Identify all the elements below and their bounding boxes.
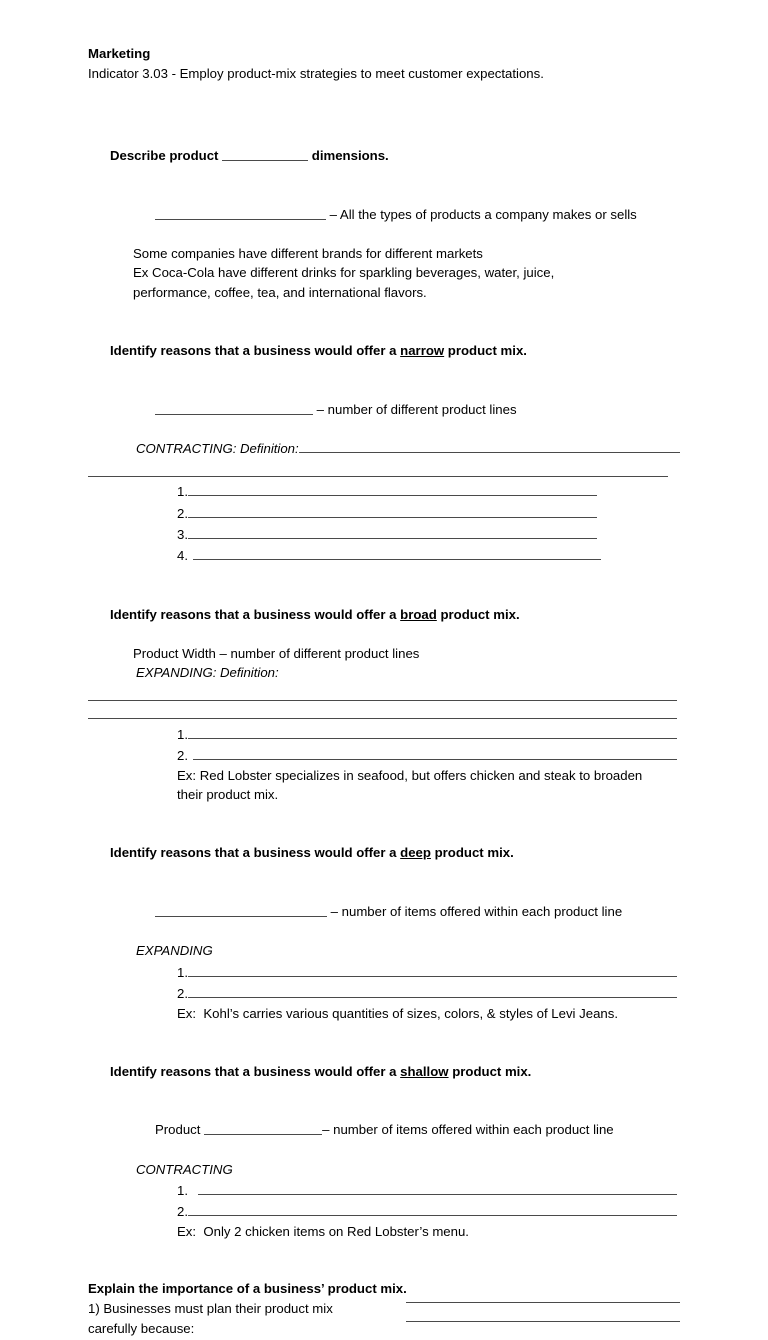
broad-item-1 — [177, 723, 677, 744]
deep-example-line: Ex: Kohl’s carries various quantities of sizes, colors, & styles of Levi Jeans. — [177, 1005, 618, 1021]
deep-item-2 — [177, 982, 677, 1003]
narrow-heading — [88, 322, 680, 381]
deep-heading — [88, 824, 680, 883]
narrow-item-2-number: 2. — [177, 505, 188, 521]
deep-item-2-blank[interactable] — [188, 982, 677, 998]
narrow-item-1 — [177, 481, 597, 502]
deep-definition-tail: – number of items offered within each product line — [326, 904, 623, 920]
deep-heading-keyword: deep — [400, 845, 431, 861]
deep-definition-blank[interactable] — [155, 904, 327, 918]
spacer — [88, 1241, 680, 1270]
spacer — [88, 459, 680, 476]
narrow-item-3-blank[interactable] — [188, 523, 597, 539]
explain-prompt — [88, 1299, 406, 1338]
broad-item-1-number: 1. — [177, 726, 188, 742]
broad-heading-before: Identify reasons that a business would offer a — [109, 606, 401, 622]
explain-answer-lines — [406, 1299, 680, 1340]
shallow-definition-lead: Product — [154, 1122, 205, 1138]
broad-item-2 — [177, 744, 677, 765]
explain-heading: Explain the importance of a business’ product mix. — [88, 1281, 407, 1297]
spacer — [88, 83, 680, 126]
explain-answer-rule-2[interactable] — [406, 1321, 680, 1322]
deep-item-1-number: 1. — [177, 964, 188, 980]
broad-heading-after: product mix. — [436, 606, 520, 622]
explain-prompt-line-1: 1) Businesses must plan their product mix — [88, 1301, 333, 1317]
shallow-item-2-number: 2. — [177, 1204, 188, 1220]
narrow-heading-before: Identify reasons that a business would offer a — [109, 343, 401, 359]
describe-heading-blank[interactable] — [222, 147, 308, 161]
shallow-heading-after: product mix. — [448, 1063, 532, 1079]
shallow-heading — [88, 1042, 680, 1101]
narrow-definition-row — [133, 380, 680, 439]
shallow-heading-keyword: shallow — [400, 1063, 449, 1079]
spacer — [88, 683, 680, 700]
spacer — [88, 566, 680, 585]
broad-item-2-number: 2. — [177, 747, 188, 763]
narrow-item-1-number: 1. — [177, 484, 188, 500]
narrow-item-2-blank[interactable] — [188, 502, 597, 518]
narrow-item-4-number: 4. — [177, 548, 188, 564]
describe-heading — [88, 126, 680, 185]
narrow-item-1-blank[interactable] — [188, 481, 597, 497]
narrow-heading-keyword: narrow — [400, 343, 445, 359]
deep-item-1 — [177, 961, 677, 982]
deep-heading-after: product mix. — [430, 845, 514, 861]
narrow-heading-after: product mix. — [444, 343, 527, 359]
shallow-term-label: CONTRACTING — [136, 1161, 233, 1177]
explain-answer-block — [88, 1299, 680, 1340]
narrow-item-4-blank[interactable] — [193, 545, 601, 561]
indicator-line: Indicator 3.03 - Employ product-mix strategies to meet customer expectations. — [88, 65, 544, 81]
shallow-item-2-blank[interactable] — [188, 1201, 677, 1217]
deep-item-2-number: 2. — [177, 985, 188, 1001]
shallow-definition-row — [133, 1101, 680, 1160]
broad-term-label: EXPANDING: Definition: — [136, 665, 279, 681]
shallow-example-line: Ex: Only 2 chicken items on Red Lobster’s menu. — [177, 1223, 469, 1239]
narrow-term-row — [136, 439, 680, 459]
shallow-heading-before: Identify reasons that a business would offer a — [109, 1063, 401, 1079]
spacer — [88, 805, 680, 824]
describe-definition-blank[interactable] — [155, 206, 326, 220]
course-title: Marketing — [88, 46, 151, 61]
deep-heading-before: Identify reasons that a business would offer a — [109, 845, 401, 861]
shallow-definition-tail: – number of items offered within each product line — [322, 1122, 614, 1138]
shallow-item-1-number: 1. — [177, 1182, 188, 1198]
broad-width-line: Product Width – number of different product lines — [133, 645, 420, 661]
document-body — [88, 44, 680, 1340]
spacer — [88, 303, 680, 322]
broad-heading — [88, 585, 680, 644]
spacer — [88, 1270, 680, 1279]
describe-definition-tail: – All the types of products a company makes or sells — [325, 206, 637, 222]
narrow-item-4 — [177, 545, 601, 566]
shallow-item-1-blank[interactable] — [198, 1179, 677, 1195]
spacer — [88, 1023, 680, 1042]
narrow-definition-tail: – number of different product lines — [312, 401, 517, 417]
narrow-item-2 — [177, 502, 597, 523]
narrow-definition-blank[interactable] — [155, 401, 313, 415]
shallow-definition-blank[interactable] — [204, 1122, 322, 1136]
shallow-item-2 — [177, 1201, 677, 1222]
narrow-term-blank[interactable] — [299, 440, 680, 453]
broad-example-line-2: their product mix. — [177, 787, 279, 803]
deep-definition-row — [133, 883, 680, 942]
deep-item-1-blank[interactable] — [188, 961, 677, 977]
describe-definition-row — [133, 185, 680, 244]
narrow-item-3 — [177, 523, 597, 544]
explain-prompt-line-2: carefully because: — [88, 1320, 195, 1336]
broad-item-1-blank[interactable] — [188, 723, 677, 739]
broad-item-2-blank[interactable] — [193, 744, 677, 760]
describe-note-1: Some companies have different brands for different markets — [133, 245, 483, 261]
describe-heading-before: Describe product — [109, 147, 223, 163]
describe-note-3: performance, coffee, tea, and international flavors. — [133, 284, 427, 300]
narrow-term-label: CONTRACTING: Definition: — [136, 441, 299, 457]
broad-example-line-1: Ex: Red Lobster specializes in seafood, but offers chicken and steak to broaden — [177, 767, 643, 783]
describe-note-2: Ex Coca-Cola have different drinks for sparkling beverages, water, juice, — [133, 265, 555, 281]
describe-heading-after: dimensions. — [308, 147, 389, 163]
broad-heading-keyword: broad — [400, 606, 437, 622]
narrow-item-3-number: 3. — [177, 527, 188, 543]
explain-answer-rule-1[interactable] — [406, 1302, 680, 1303]
shallow-item-1 — [177, 1179, 677, 1200]
deep-term-label: EXPANDING — [136, 943, 213, 959]
spacer — [88, 701, 680, 718]
